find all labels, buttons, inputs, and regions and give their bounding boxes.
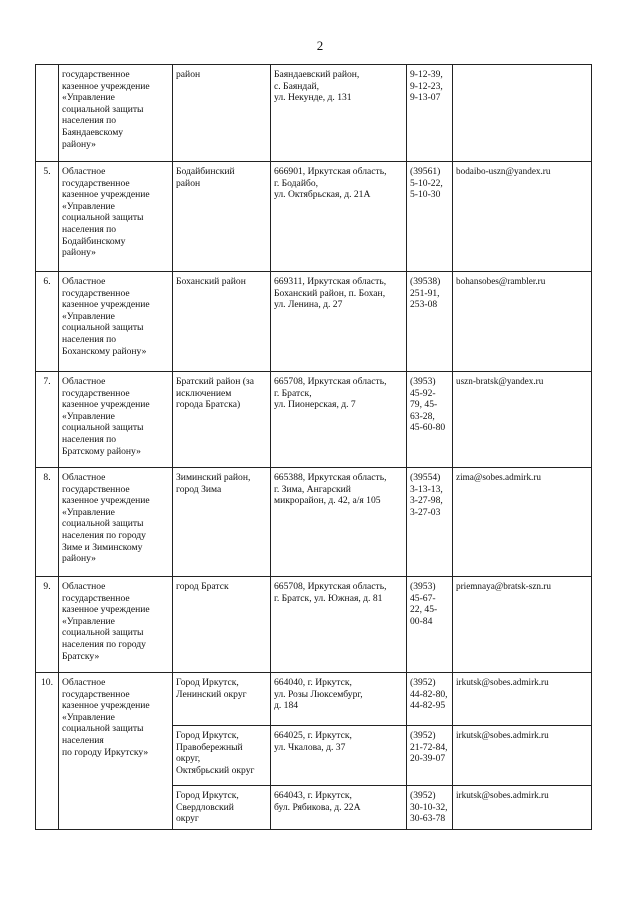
service-area-line: Бодайбинский [176, 166, 235, 177]
service-area-line: Город Иркутск, [176, 790, 239, 801]
phone-numbers-line: 30-63-78 [410, 813, 446, 825]
phone-numbers-line: 9-12-39, [410, 69, 443, 80]
postal-address-line: ул. Пионерская, д. 7 [274, 399, 356, 411]
organization-name [59, 577, 173, 673]
postal-address [271, 65, 407, 162]
row-number: 10. [36, 673, 59, 830]
service-area-line: Братский район (за [176, 376, 254, 387]
email-address: uszn-bratsk@yandex.ru [453, 372, 592, 468]
service-area [173, 468, 271, 577]
phone-numbers-line: 251-91, [410, 287, 440, 299]
postal-address [271, 272, 407, 372]
organization-name-line: социальной защиты [62, 723, 144, 735]
postal-address-line: 666901, Иркутская область, [274, 166, 387, 177]
postal-address-line: 664040, г. Иркутск, [274, 677, 352, 688]
phone-numbers [407, 65, 453, 162]
email-address: irkutsk@sobes.admirk.ru [453, 726, 592, 786]
agency-table [35, 64, 592, 830]
phone-numbers-line: 20-39-07 [410, 753, 446, 765]
postal-address-line: г. Братск, ул. Южная, д. 81 [274, 592, 383, 604]
organization-name-line: Бодайбинскому [62, 235, 126, 247]
postal-address [271, 726, 407, 786]
organization-name-line: населения по [62, 433, 117, 445]
service-area [173, 372, 271, 468]
organization-name-line: Братскому району» [62, 445, 141, 457]
postal-address-line: ул. Некунде, д. 131 [274, 92, 352, 104]
phone-numbers-line: (3952) [410, 790, 436, 801]
service-area-line: Свердловский [176, 801, 234, 813]
phone-numbers-line: 44-82-95 [410, 700, 446, 712]
organization-name-line: Областное [62, 166, 106, 177]
organization-name-line: населения по городу [62, 529, 146, 541]
phone-numbers-line: 5-10-22, [410, 177, 443, 189]
phone-numbers-line: (3952) [410, 730, 436, 741]
organization-name-line: казенное учреждение [62, 189, 150, 201]
organization-name-line: социальной защиты [62, 518, 144, 530]
phone-numbers-line: 30-10-32, [410, 801, 448, 813]
postal-address-line: 664043, г. Иркутск, [274, 790, 352, 801]
phone-numbers-line: 3-13-13, [410, 483, 443, 495]
organization-name-line: социальной защиты [62, 212, 144, 224]
organization-name-line: «Управление [62, 506, 115, 518]
organization-name-line: государственное [62, 688, 130, 700]
organization-name-line: Братску» [62, 650, 100, 662]
table-row [36, 162, 592, 272]
phone-numbers [407, 162, 453, 272]
phone-numbers-line: 45-60-80 [410, 422, 446, 434]
phone-numbers-line: 253-08 [410, 299, 438, 311]
email-address: irkutsk@sobes.admirk.ru [453, 786, 592, 830]
table-row [36, 577, 592, 673]
organization-name-line: по городу Иркутску» [62, 746, 149, 758]
email-address: zima@sobes.admirk.ru [453, 468, 592, 577]
organization-name-line: Боханскому району» [62, 345, 147, 357]
phone-numbers-line: (3952) [410, 677, 436, 688]
postal-address-line: д. 184 [274, 700, 299, 712]
email-address: bodaibo-uszn@yandex.ru [453, 162, 592, 272]
row-number: 5. [36, 162, 59, 272]
postal-address [271, 372, 407, 468]
phone-numbers-line: 9-13-07 [410, 92, 441, 104]
organization-name-line: району» [62, 138, 96, 150]
phone-numbers-line: 79, 45- [410, 399, 438, 411]
service-area-line: округ, [176, 753, 201, 765]
phone-numbers [407, 468, 453, 577]
postal-address-line: микрорайон, д. 42, а/я 105 [274, 495, 381, 507]
organization-name-line: казенное учреждение [62, 80, 150, 92]
email-address [453, 65, 592, 162]
organization-name-line: «Управление [62, 410, 115, 422]
service-area-line: район [176, 69, 201, 80]
phone-numbers-line: 44-82-80, [410, 688, 448, 700]
organization-name-line: населения по [62, 333, 117, 345]
service-area [173, 162, 271, 272]
postal-address-line: 665388, Иркутская область, [274, 472, 387, 483]
phone-numbers [407, 372, 453, 468]
phone-numbers-line: (39538) [410, 276, 441, 287]
table-row [36, 673, 592, 726]
organization-name-line: «Управление [62, 615, 115, 627]
organization-name-line: социальной защиты [62, 422, 144, 434]
organization-name [59, 65, 173, 162]
phone-numbers-line: (3953) [410, 376, 436, 387]
row-number: 6. [36, 272, 59, 372]
organization-name-line: государственное [62, 69, 130, 80]
organization-name-line: Областное [62, 376, 106, 387]
organization-name [59, 673, 173, 830]
phone-numbers-line: 00-84 [410, 615, 433, 627]
service-area-line: Город Иркутск, [176, 677, 239, 688]
service-area-line: город Братск [176, 581, 229, 592]
organization-name [59, 372, 173, 468]
service-area-line: Ленинский округ [176, 688, 247, 700]
postal-address-line: 669311, Иркутская область, [274, 276, 387, 287]
organization-name [59, 468, 173, 577]
organization-name-line: государственное [62, 177, 130, 189]
postal-address-line: г. Бодайбо, [274, 177, 319, 189]
phone-numbers-line: 9-12-23, [410, 80, 443, 92]
service-area-line: район [176, 177, 201, 189]
table-row [36, 468, 592, 577]
service-area-line: Боханский район [176, 276, 246, 287]
organization-name-line: Областное [62, 581, 106, 592]
organization-name-line: государственное [62, 483, 130, 495]
service-area-line: город Зима [176, 483, 222, 495]
organization-name [59, 272, 173, 372]
email-address: priemnaya@bratsk-szn.ru [453, 577, 592, 673]
organization-name-line: государственное [62, 592, 130, 604]
phone-numbers-line: 3-27-03 [410, 506, 441, 518]
row-number [36, 65, 59, 162]
organization-name-line: «Управление [62, 200, 115, 212]
organization-name-line: «Управление [62, 310, 115, 322]
phone-numbers [407, 577, 453, 673]
organization-name-line: социальной защиты [62, 322, 144, 334]
row-number: 9. [36, 577, 59, 673]
email-address: bohansobes@rambler.ru [453, 272, 592, 372]
service-area [173, 65, 271, 162]
phone-numbers-line: 3-27-98, [410, 495, 443, 507]
phone-numbers [407, 726, 453, 786]
agency-table-body [36, 65, 592, 830]
email-address: irkutsk@sobes.admirk.ru [453, 673, 592, 726]
service-area [173, 726, 271, 786]
organization-name-line: Областное [62, 276, 106, 287]
phone-numbers [407, 272, 453, 372]
postal-address-line: ул. Ленина, д. 27 [274, 299, 343, 311]
service-area [173, 272, 271, 372]
organization-name-line: казенное учреждение [62, 299, 150, 311]
phone-numbers-line: 45-67- [410, 592, 436, 604]
table-row [36, 272, 592, 372]
postal-address-line: ул. Розы Люксембург, [274, 688, 363, 700]
organization-name-line: району» [62, 247, 96, 259]
organization-name-line: району» [62, 553, 96, 565]
postal-address-line: Баяндаевский район, [274, 69, 360, 80]
postal-address-line: с. Баяндай, [274, 80, 320, 92]
row-number: 7. [36, 372, 59, 468]
postal-address-line: 665708, Иркутская область, [274, 376, 387, 387]
service-area-line: округ [176, 813, 199, 825]
phone-numbers-line: 63-28, [410, 410, 435, 422]
postal-address-line: г. Братск, [274, 387, 312, 399]
organization-name-line: казенное учреждение [62, 495, 150, 507]
phone-numbers [407, 786, 453, 830]
postal-address-line: ул. Чкалова, д. 37 [274, 741, 346, 753]
phone-numbers [407, 673, 453, 726]
organization-name-line: «Управление [62, 711, 115, 723]
organization-name-line: социальной защиты [62, 627, 144, 639]
phone-numbers-line: 21-72-84, [410, 741, 448, 753]
postal-address-line: ул. Октябрьская, д. 21А [274, 189, 371, 201]
postal-address-line: бул. Рябикова, д. 22А [274, 801, 361, 813]
postal-address [271, 162, 407, 272]
organization-name-line: населения по [62, 115, 117, 127]
organization-name-line: населения [62, 734, 104, 746]
service-area-line: Зиминский район, [176, 472, 251, 483]
phone-numbers-line: 22, 45- [410, 604, 438, 616]
row-number: 8. [36, 468, 59, 577]
organization-name-line: социальной защиты [62, 103, 144, 115]
organization-name-line: казенное учреждение [62, 399, 150, 411]
organization-name-line: населения по [62, 223, 117, 235]
organization-name [59, 162, 173, 272]
organization-name-line: государственное [62, 287, 130, 299]
organization-name-line: Зиме и Зиминскому [62, 541, 143, 553]
organization-name-line: казенное учреждение [62, 700, 150, 712]
page-number: 2 [316, 38, 324, 53]
service-area [173, 577, 271, 673]
service-area-line: Правобережный [176, 741, 243, 753]
service-area-line: Город Иркутск, [176, 730, 239, 741]
table-row [36, 372, 592, 468]
postal-address-line: 665708, Иркутская область, [274, 581, 387, 592]
phone-numbers-line: 5-10-30 [410, 189, 441, 201]
organization-name-line: Баяндаевскому [62, 126, 124, 138]
phone-numbers-line: (3953) [410, 581, 436, 592]
organization-name-line: населения по городу [62, 638, 146, 650]
phone-numbers-line: 45-92- [410, 387, 436, 399]
postal-address [271, 673, 407, 726]
service-area-line: исключением [176, 387, 232, 399]
table-row [36, 65, 592, 162]
phone-numbers-line: (39561) [410, 166, 441, 177]
organization-name-line: государственное [62, 387, 130, 399]
organization-name-line: «Управление [62, 92, 115, 104]
service-area [173, 786, 271, 830]
postal-address-line: Боханский район, п. Бохан, [274, 287, 386, 299]
service-area [173, 673, 271, 726]
postal-address [271, 468, 407, 577]
service-area-line: города Братска) [176, 399, 241, 411]
phone-numbers-line: (39554) [410, 472, 441, 483]
postal-address [271, 577, 407, 673]
postal-address-line: г. Зима, Ангарский [274, 483, 351, 495]
postal-address [271, 786, 407, 830]
organization-name-line: казенное учреждение [62, 604, 150, 616]
service-area-line: Октябрьский округ [176, 764, 255, 776]
organization-name-line: Областное [62, 472, 106, 483]
organization-name-line: Областное [62, 677, 106, 688]
postal-address-line: 664025, г. Иркутск, [274, 730, 352, 741]
